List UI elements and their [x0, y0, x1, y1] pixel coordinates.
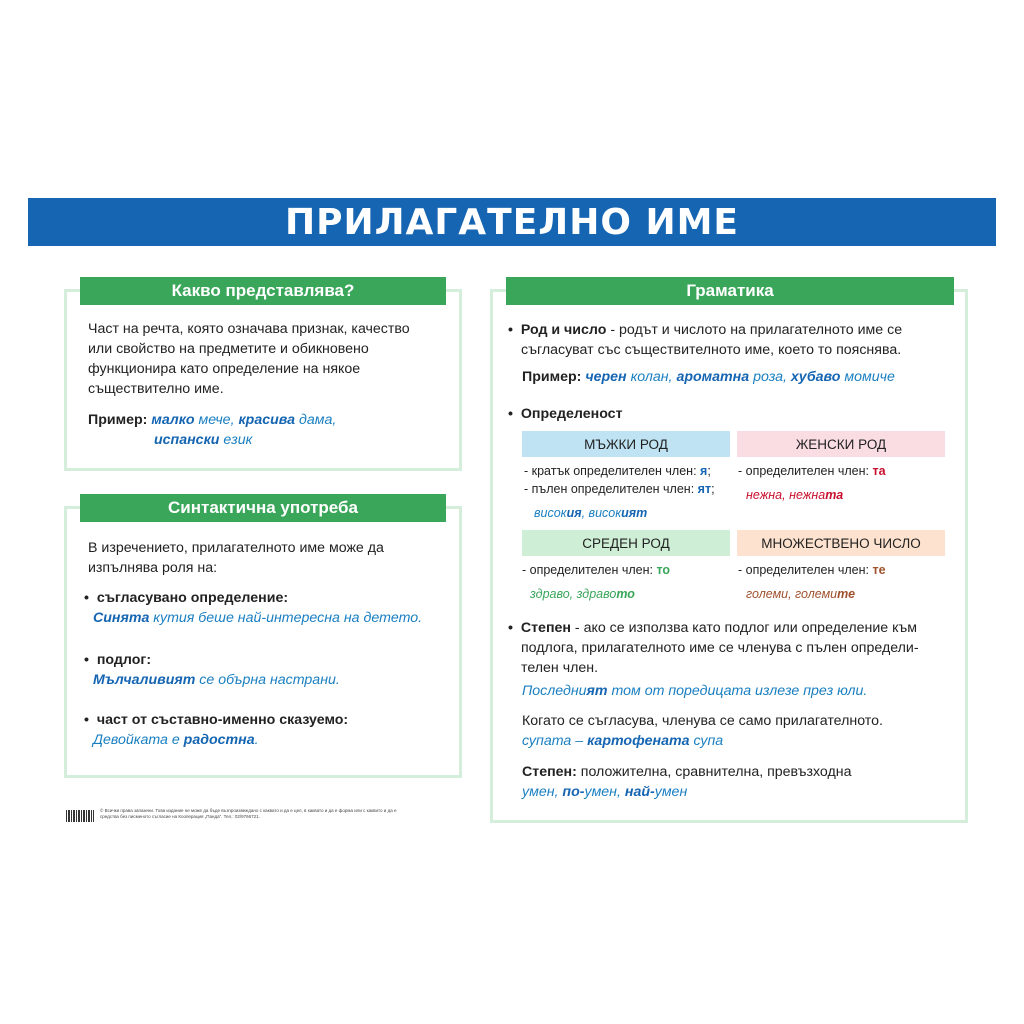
feminine-rules: - определителен член: та нежна, нежната	[738, 464, 886, 502]
syntax-item-2: • подлог: Мълчаливият се обърна настрани.	[84, 652, 340, 688]
neuter-tag: СРЕДЕН РОД	[522, 530, 730, 556]
definition-text: Част на речта, която означава признак, качество или свойство на предметите и обикновено функционира като определение на някое съществително име.	[88, 321, 410, 397]
masculine-tag: МЪЖКИ РОД	[522, 431, 730, 457]
degree-section: • Степен - ако се използва като подлог или определение към подлога, прилагателното име се членува с пълен определи- телен член.	[508, 620, 919, 676]
syntax-intro: В изречението, прилагателното име може да изпълнява роля на:	[88, 540, 384, 576]
definiteness-label: • Определеност	[508, 406, 623, 422]
syntax-item-1: • съгласувано определение: Синята кутия беше най-интересна на детето.	[84, 590, 423, 626]
degree-example: Последният том от поредицата излезе през юли.	[522, 683, 868, 699]
barcode-icon	[66, 810, 94, 822]
plural-rules: - определителен член: те големи, големите	[738, 563, 886, 601]
title-bar	[28, 198, 996, 246]
syntax-heading: Синтактична употреба	[80, 494, 446, 522]
gender-example: Пример: черен колан, ароматна роза, хубаво момиче	[522, 369, 895, 385]
page-title: ПРИЛАГАТЕЛНО ИМЕ	[284, 201, 740, 243]
comparison-degrees: Степен: положителна, сравнителна, превъзходна умен, по-умен, най-умен	[522, 764, 852, 800]
syntax-item-3: • част от съставно-именно сказуемо: Девойката е радостна.	[84, 712, 349, 748]
grammar-heading: Граматика	[506, 277, 954, 305]
agreement-text: Когато се съгласува, членува се само прилагателното. супата – картофената супа	[522, 713, 883, 749]
masculine-rules: - кратък определителен член: я; - пълен определителен член: ят; високия, високият	[524, 464, 715, 520]
plural-tag: МНОЖЕСТВЕНО ЧИСЛО	[737, 530, 945, 556]
definition-example: Пример: малко мече, красива дама, испански език	[88, 412, 337, 448]
definition-heading: Какво представлява?	[80, 277, 446, 305]
gender-number: • Род и число - родът и числото на прилагателното име се съгласуват със съществителното име, което то пояснява.	[508, 322, 903, 358]
copyright-text: © Всички права запазени. Това издание не може да бъде възпроизвеждано с каквато и да е цел, в каквато и да е форма или с каквито и да е средства без писменото съгласие на Кооперация „Панда". Тел.: 02/9766721.	[100, 808, 397, 819]
feminine-tag: ЖЕНСКИ РОД	[737, 431, 945, 457]
neuter-rules: - определителен член: то здраво, здравото	[522, 563, 671, 601]
